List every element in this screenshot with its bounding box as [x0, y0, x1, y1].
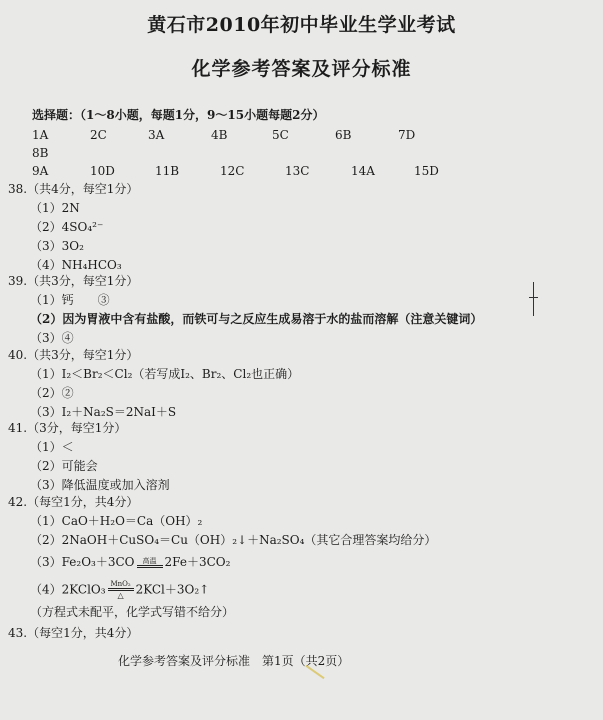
q42-answer-2: （2）2NaOH＋CuSO₄＝Cu（OH）₂↓＋Na₂SO₄（其它合理答案均给分）	[30, 533, 437, 547]
exam-subtitle: 化学参考答案及评分标准	[191, 58, 412, 80]
q42-answer-4-products: 2KCl＋3O₂↑	[135, 582, 210, 597]
q38-answer-3: （3）3O₂	[30, 239, 84, 253]
q41-header: 41.（3分，每空1分）	[8, 421, 127, 435]
mc-answer: 6B	[335, 128, 352, 142]
mc-answer: 12C	[220, 164, 245, 178]
mc-answer: 14A	[351, 164, 375, 178]
q41-answer-1: （1）＜	[30, 440, 74, 454]
q42-answer-3-products: 2Fe＋3CO₂	[164, 555, 231, 569]
reaction-condition-arrow	[108, 580, 134, 600]
q42-answer-3	[30, 554, 230, 570]
mc-answer: 8B	[32, 146, 49, 160]
q42-answer-4	[30, 580, 209, 600]
mc-answer: 13C	[285, 164, 310, 178]
q42-answer-1: （1）CaO＋H₂O＝Ca（OH）₂	[30, 514, 203, 528]
reaction-condition-arrow	[137, 557, 163, 568]
q42-answer-3-reactants: （3）Fe₂O₃＋3CO	[30, 555, 135, 569]
mc-answer: 9A	[32, 164, 49, 178]
q40-answer-2: （2）②	[30, 386, 74, 400]
exam-title: 黄石市2010年初中毕业生学业考试	[147, 14, 456, 36]
q43-header: 43.（每空1分，共4分）	[8, 626, 139, 640]
mc-answer: 7D	[398, 128, 416, 142]
mc-answer: 3A	[148, 128, 165, 142]
q41-answer-2: （2）可能会	[30, 459, 98, 473]
mc-answer: 2C	[90, 128, 107, 142]
crosshair-mark	[529, 297, 538, 298]
page-footer: 化学参考答案及评分标准 第1页（共2页）	[118, 654, 350, 668]
q39-answer-2: （2）因为胃液中含有盐酸，而铁可与之反应生成易溶于水的盐而溶解（注意关键词）	[30, 312, 483, 326]
q40-answer-3: （3）I₂＋Na₂S＝2NaI＋S	[30, 405, 177, 419]
q42-header: 42.（每空1分，共4分）	[8, 495, 139, 509]
reaction-condition: 高温	[142, 557, 157, 565]
mc-answer: 1A	[32, 128, 49, 142]
q38-answer-2: （2）4SO₄²⁻	[30, 220, 104, 234]
heat-symbol: △	[117, 591, 124, 600]
crosshair-mark	[533, 282, 534, 316]
mc-answer: 4B	[211, 128, 228, 142]
q39-header: 39.（共3分，每空1分）	[8, 274, 139, 288]
mc-answer: 11B	[155, 164, 180, 178]
q42-answer-4-reactants: （4）2KClO₃	[30, 582, 106, 597]
q39-answer-1: （1）钙 ③	[30, 293, 110, 307]
q38-answer-1: （1）2N	[30, 201, 80, 215]
equals-bar	[137, 565, 163, 568]
q40-answer-1: （1）I₂＜Br₂＜Cl₂（若写成I₂、Br₂、Cl₂也正确）	[30, 367, 300, 381]
q42-note: （方程式未配平，化学式写错不给分）	[30, 605, 235, 619]
q40-header: 40.（共3分，每空1分）	[8, 348, 139, 362]
reaction-catalyst: MnO₂	[110, 580, 131, 588]
mc-answer: 10D	[90, 164, 115, 178]
q39-answer-3: （3）④	[30, 331, 74, 345]
q38-header: 38.（共4分，每空1分）	[8, 182, 139, 196]
q38-answer-4: （4）NH₄HCO₃	[30, 258, 122, 272]
mc-header: 选择题：（1～8小题，每题1分，9～15小题每题2分）	[32, 108, 325, 122]
mc-answer: 15D	[414, 164, 439, 178]
mc-answer: 5C	[272, 128, 289, 142]
q41-answer-3: （3）降低温度或加入溶剂	[30, 478, 170, 492]
